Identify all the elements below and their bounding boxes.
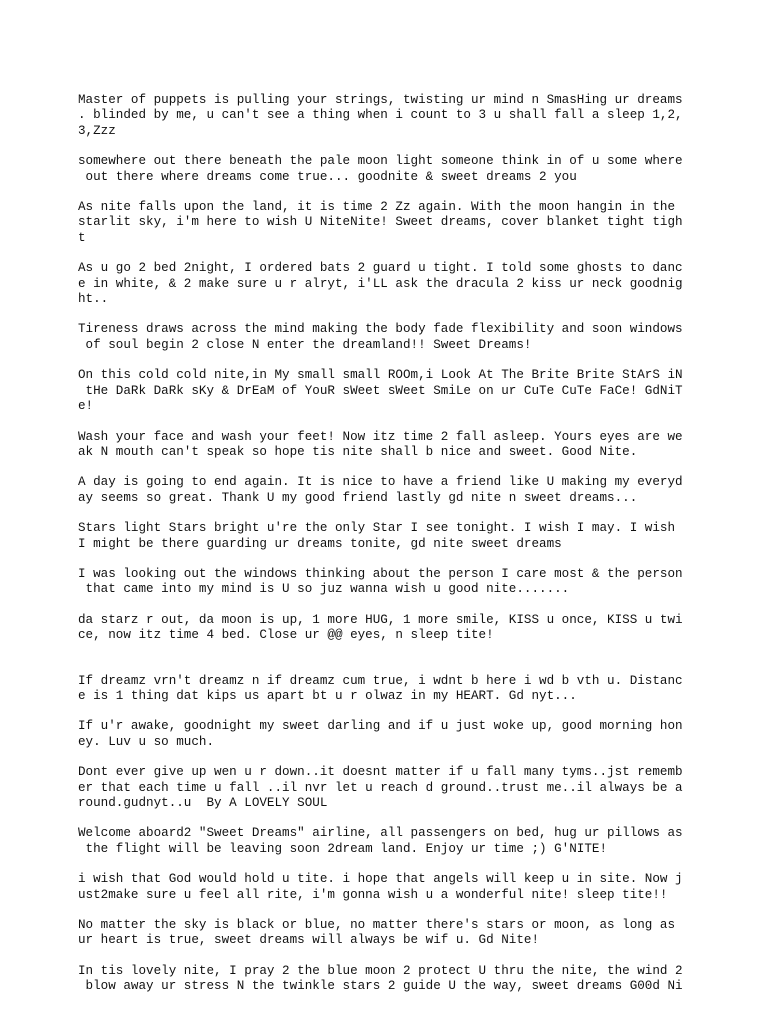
message-paragraph [78, 826, 698, 857]
text-line: e! [78, 399, 94, 414]
text-line: t [78, 230, 86, 245]
text-line: If u'r awake, goodnight my sweet darling and if u just woke up, good morning hon [78, 719, 683, 734]
message-paragraph [78, 964, 698, 995]
text-line: er that each time u fall ..il nvr let u reach d ground..trust me..il always be a [78, 780, 683, 795]
message-paragraph [78, 93, 698, 139]
text-line: On this cold cold nite,in My small small ROOm,i Look At The Brite Brite StArS iN [78, 368, 683, 383]
text-line: 3,Zzz [78, 123, 116, 138]
message-paragraph [78, 322, 698, 353]
message-paragraph [78, 872, 698, 903]
text-line: e is 1 thing dat kips us apart bt u r olwaz in my HEART. Gd nyt... [78, 688, 577, 703]
text-line: tHe DaRk DaRk sKy & DrEaM of YouR sWeet sWeet SmiLe on ur CuTe CuTe FaCe! GdNiT [78, 383, 683, 398]
text-line: Welcome aboard2 "Sweet Dreams" airline, all passengers on bed, hug ur pillows as [78, 826, 683, 841]
document-body [78, 93, 698, 1010]
text-line: In tis lovely nite, I pray 2 the blue moon 2 protect U thru the nite, the wind 2 [78, 963, 683, 978]
message-paragraph [78, 719, 698, 750]
text-line: ur heart is true, sweet dreams will always be wif u. Gd Nite! [78, 933, 540, 948]
text-line: If dreamz vrn't dreamz n if dreamz cum true, i wdnt b here i wd b vth u. Distanc [78, 673, 683, 688]
message-paragraph [78, 430, 698, 461]
text-line: ce, now itz time 4 bed. Close ur @@ eyes, n sleep tite! [78, 628, 494, 643]
text-line: ey. Luv u so much. [78, 734, 215, 749]
message-paragraph [78, 154, 698, 185]
message-paragraph [78, 261, 698, 307]
text-line: No matter the sky is black or blue, no matter there's stars or moon, as long as [78, 918, 676, 933]
text-line: ht.. [78, 292, 109, 307]
text-line: ay seems so great. Thank U my good friend lastly gd nite n sweet dreams... [78, 490, 638, 505]
text-line: . blinded by me, u can't see a thing when i count to 3 u shall fall a sleep 1,2, [78, 108, 683, 123]
text-line: of soul begin 2 close N enter the dreamland!! Sweet Dreams! [78, 337, 532, 352]
message-paragraph [78, 475, 698, 506]
text-line: out there where dreams come true... goodnite & sweet dreams 2 you [78, 169, 577, 184]
text-line: Tireness draws across the mind making the body fade flexibility and soon windows [78, 322, 683, 337]
message-paragraph [78, 521, 698, 552]
message-paragraph [78, 567, 698, 598]
text-line: Dont ever give up wen u r down..it doesnt matter if u fall many tyms..jst rememb [78, 765, 683, 780]
text-line: ak N mouth can't speak so hope tis nite shall b nice and sweet. Good Nite. [78, 444, 638, 459]
message-paragraph [78, 368, 698, 414]
text-line: that came into my mind is U so juz wanna wish u good nite....... [78, 582, 570, 597]
text-line: Master of puppets is pulling your strings, twisting ur mind n SmasHing ur dreams [78, 93, 683, 107]
text-line: da starz r out, da moon is up, 1 more HUG, 1 more smile, KISS u once, KISS u twi [78, 612, 683, 627]
text-line: e in white, & 2 make sure u r alryt, i'LL ask the dracula 2 kiss ur neck goodnig [78, 276, 683, 291]
text-line: A day is going to end again. It is nice to have a friend like U making my everyd [78, 475, 683, 490]
text-line: starlit sky, i'm here to wish U NiteNite! Sweet dreams, cover blanket tight tigh [78, 215, 683, 230]
text-line: the flight will be leaving soon 2dream land. Enjoy ur time ;) G'NITE! [78, 841, 608, 856]
text-line: I was looking out the windows thinking about the person I care most & the person [78, 566, 683, 581]
message-paragraph [78, 674, 698, 705]
text-line: round.gudnyt..u By A LOVELY SOUL [78, 796, 328, 810]
message-paragraph [78, 613, 698, 644]
text-line: As nite falls upon the land, it is time 2 Zz again. With the moon hangin in the [78, 200, 676, 215]
text-line: Stars light Stars bright u're the only Star I see tonight. I wish I may. I wish [78, 521, 676, 536]
text-line: somewhere out there beneath the pale moon light someone think in of u some where [78, 154, 683, 169]
message-paragraph [78, 765, 698, 811]
text-line: Wash your face and wash your feet! Now itz time 2 fall asleep. Yours eyes are we [78, 429, 683, 444]
text-line: i wish that God would hold u tite. i hope that angels will keep u in site. Now j [78, 872, 683, 887]
message-paragraph [78, 918, 698, 949]
text-line: I might be there guarding ur dreams tonite, gd nite sweet dreams [78, 536, 562, 551]
text-line: blow away ur stress N the twinkle stars 2 guide U the way, sweet dreams G00d Ni [78, 979, 683, 994]
text-line: ust2make sure u feel all rite, i'm gonna wish u a wonderful nite! sleep tite!! [78, 887, 668, 902]
text-line: As u go 2 bed 2night, I ordered bats 2 guard u tight. I told some ghosts to danc [78, 261, 683, 276]
message-paragraph [78, 200, 698, 246]
